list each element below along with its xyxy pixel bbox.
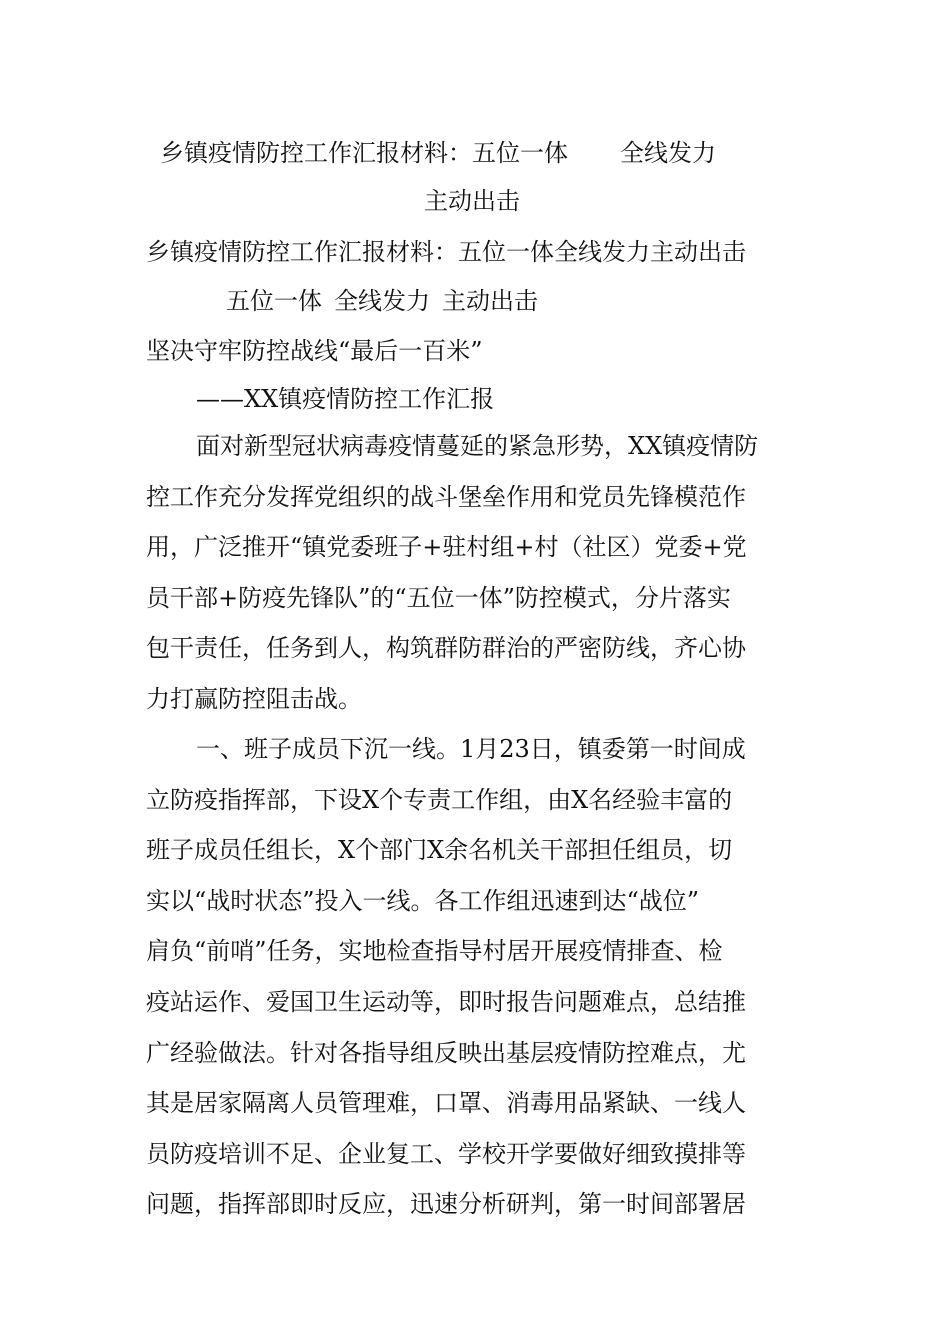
title-part-2: 全线发力 [620, 139, 716, 167]
paragraph-line: 员干部+防疫先锋队”的“五位一体”防控模式，分片落实 [146, 583, 731, 612]
paragraph-intro [146, 421, 808, 725]
title-part-1: 乡镇疫情防控工作汇报材料：五位一体 [160, 139, 568, 167]
paragraph-line: 用，广泛推开“镇党委班子+驻村组+村（社区）党委+党 [146, 533, 747, 562]
paragraph-line: 一、班子成员下沉一线。1月23日，镇委第一时间成 [196, 735, 746, 763]
document-title-line-1 [160, 138, 716, 168]
paragraph-line: 立防疫指挥部，下设X个专责工作组，由X名经验丰富的 [146, 785, 733, 814]
paragraph-section-1 [146, 724, 808, 1230]
document-slogan: 坚决守牢防控战线“最后一百米” [146, 337, 483, 365]
subtitle-short-part-3: 主动出击 [442, 287, 538, 315]
document-byline: ——XX镇疫情防控工作汇报 [196, 385, 495, 413]
paragraph-line: 广经验做法。针对各指导组反映出基层疫情防控难点，尤 [146, 1038, 746, 1067]
paragraph-line: 班子成员任组长，X个部门X余名机关干部担任组员，切 [146, 836, 733, 865]
document-title-line-2: 主动出击 [424, 187, 520, 215]
paragraph-line: 实以“战时状态”投入一线。各工作组迅速到达“战位” [146, 886, 700, 915]
paragraph-line: 其是居家隔离人员管理难，口罩、消毒用品紧缺、一线人 [146, 1089, 746, 1118]
paragraph-line: 控工作充分发挥党组织的战斗堡垒作用和党员先锋模范作 [146, 482, 746, 511]
paragraph-line: 员防疫培训不足、企业复工、学校开学要做好细致摸排等 [146, 1139, 746, 1168]
paragraph-line: 问题，指挥部即时反应，迅速分析研判，第一时间部署居 [146, 1190, 746, 1219]
paragraph-line: 疫站运作、爱国卫生运动等，即时报告问题难点，总结推 [146, 987, 746, 1016]
paragraph-line: 肩负“前哨”任务，实地检查指导村居开展疫情排查、检 [146, 937, 723, 966]
document-subtitle-short [226, 286, 538, 316]
paragraph-line: 力打赢防控阻击战。 [146, 684, 362, 713]
subtitle-short-part-1: 五位一体 [226, 287, 322, 315]
subtitle-short-part-2: 全线发力 [334, 287, 430, 315]
paragraph-line: 面对新型冠状病毒疫情蔓延的紧急形势，XX镇疫情防 [196, 432, 759, 460]
paragraph-line: 包干责任，任务到人，构筑群防群治的严密防线，齐心协 [146, 634, 746, 663]
document-subtitle-full: 乡镇疫情防控工作汇报材料：五位一体全线发力主动出击 [146, 238, 746, 266]
